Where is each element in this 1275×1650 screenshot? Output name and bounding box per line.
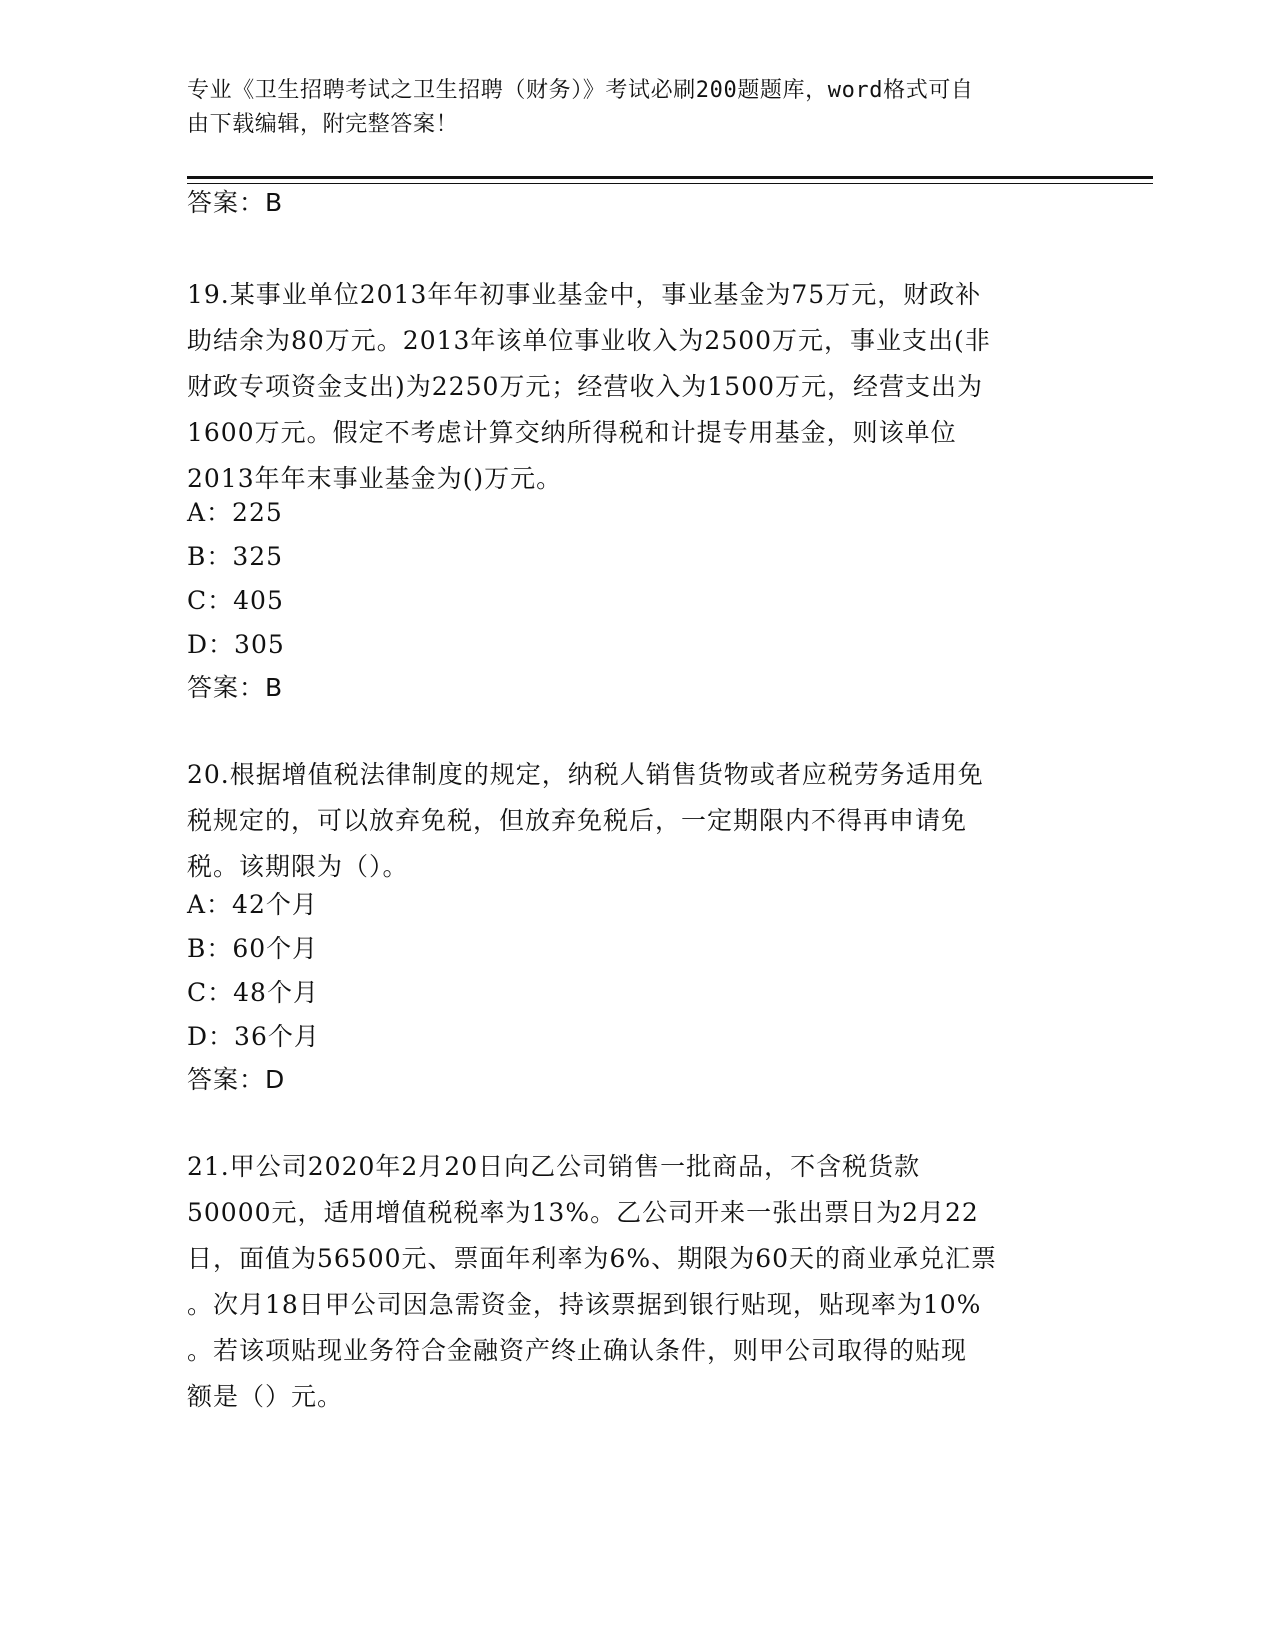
answer-previous: 答案：B (187, 188, 284, 217)
question-19-option-a: A：225 (187, 498, 283, 527)
question-20-answer: 答案：D (187, 1065, 286, 1094)
question-20-option-d: D：36个月 (187, 1022, 320, 1051)
header-divider-thick (187, 176, 1153, 179)
header-divider-thin (187, 183, 1153, 184)
question-19-option-b: B：325 (187, 542, 284, 571)
question-19-option-d: D：305 (187, 630, 285, 659)
question-21-text: 21.甲公司2020年2月20日向乙公司销售一批商品，不含税货款 50000元，适用增值税税率为13%。乙公司开来一张出票日为2月22 日，面值为56500元、票面年利率为6%、期限为60天的商业承兑汇票 。次月18日甲公司因急需资金，持该票据到银行贴现，贴现率为10% 。若该项贴现业务符合金融资产终止确认条件，则甲公司取得的贴现 额是（）元。 (187, 1152, 998, 1411)
question-20-text: 20.根据增值税法律制度的规定，纳税人销售货物或者应税劳务适用免 税规定的，可以放弃免税，但放弃免税后，一定期限内不得再申请免 税。该期限为（）。 (187, 760, 984, 881)
question-19-answer: 答案：B (187, 673, 284, 702)
document-header: 专业《卫生招聘考试之卫生招聘（财务）》考试必刷200题题库，word格式可自 由下载编辑，附完整答案！ (187, 78, 974, 137)
question-20-option-a: A：42个月 (187, 890, 318, 919)
question-19-text: 19.某事业单位2013年年初事业基金中，事业基金为75万元，财政补 助结余为80万元。2013年该单位事业收入为2500万元，事业支出(非 财政专项资金支出)为2250万元；经营收入为1500万元，经营支出为 1600万元。假定不考虑计算交纳所得税和计提专用基金，则该单位 2013年年末事业基金为()万元。 (187, 280, 991, 493)
question-20-option-c: C：48个月 (187, 978, 319, 1007)
question-20-option-b: B：60个月 (187, 934, 319, 963)
question-19-option-c: C：405 (187, 586, 284, 615)
